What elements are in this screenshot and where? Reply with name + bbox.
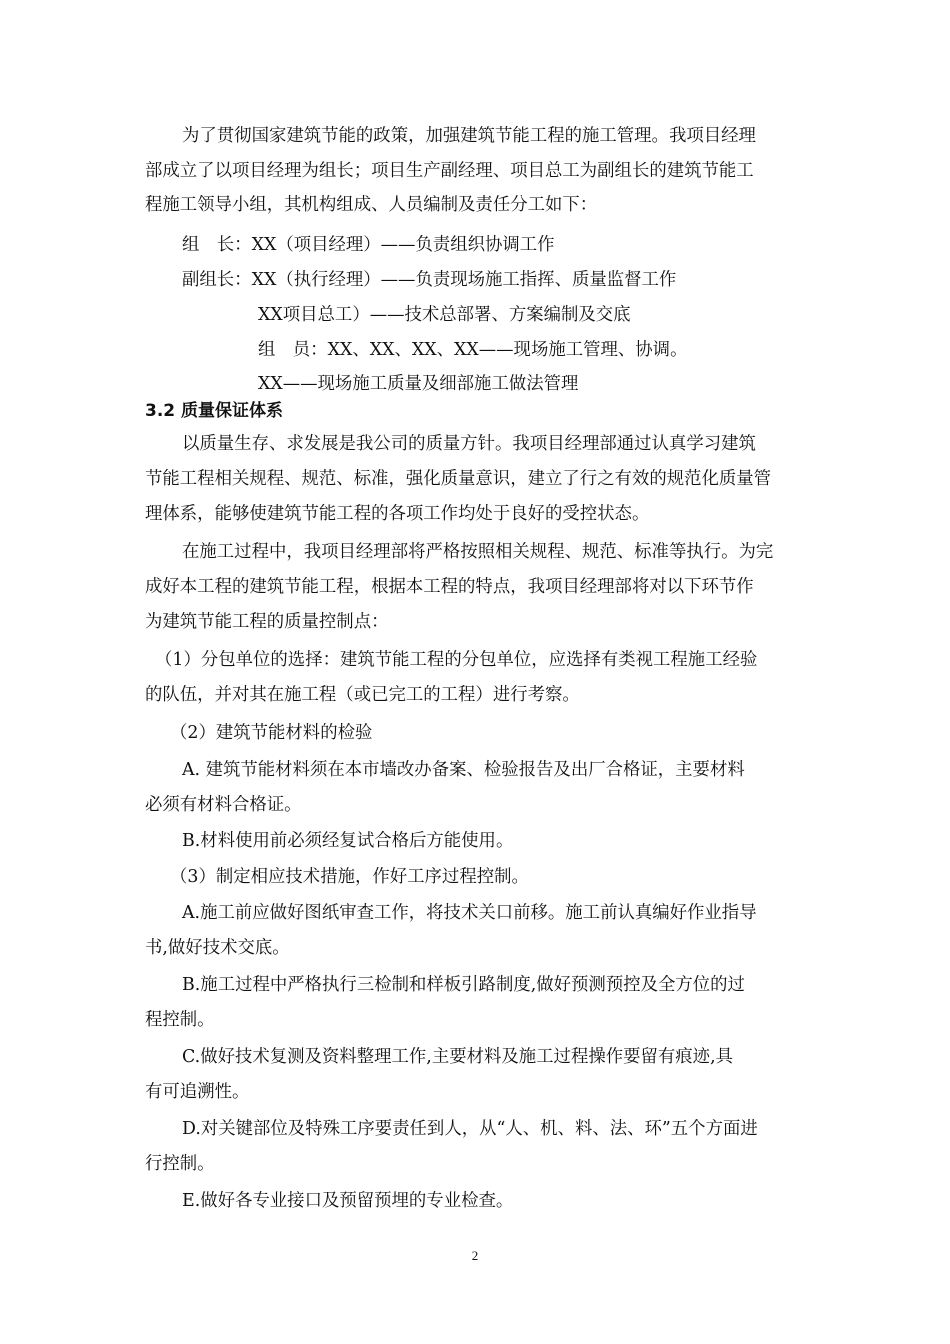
paragraph-line: A. 建筑节能材料须在本市墙改办备案、检验报告及出厂合格证，主要材料 bbox=[182, 760, 745, 780]
paragraph-line: 程控制。 bbox=[145, 1010, 215, 1030]
paragraph-line: 以质量生存、求发展是我公司的质量方针。我项目经理部通过认真学习建筑 bbox=[182, 434, 756, 454]
paragraph-line: 组 长：XX（项目经理）——负责组织协调工作 bbox=[182, 235, 555, 255]
page-number: 2 bbox=[471, 1248, 479, 1263]
paragraph-line: 节能工程相关规程、规范、标准，强化质量意识，建立了行之有效的规范化质量管 bbox=[145, 469, 772, 489]
paragraph-line: （3）制定相应技术措施，作好工序过程控制。 bbox=[170, 867, 529, 887]
paragraph-line: B.材料使用前必须经复试合格后方能使用。 bbox=[182, 831, 514, 851]
paragraph-line: 组 员：XX、XX、XX、XX——现场施工管理、协调。 bbox=[258, 340, 688, 360]
paragraph-line: 部成立了以项目经理为组长；项目生产副经理、项目总工为副组长的建筑节能工 bbox=[145, 161, 754, 181]
paragraph-line: B.施工过程中严格执行三检制和样板引路制度,做好预测预控及全方位的过 bbox=[182, 975, 745, 995]
section-heading: 3.2 质量保证体系 bbox=[145, 401, 284, 421]
paragraph-line: 副组长：XX（执行经理）——负责现场施工指挥、质量监督工作 bbox=[182, 270, 677, 290]
paragraph-line: E.做好各专业接口及预留预埋的专业检查。 bbox=[182, 1191, 514, 1211]
paragraph-line: XX项目总工）——技术总部署、方案编制及交底 bbox=[258, 305, 631, 325]
paragraph-line: C.做好技术复测及资料整理工作,主要材料及施工过程操作要留有痕迹,具 bbox=[182, 1047, 733, 1067]
paragraph-line: 有可追溯性。 bbox=[145, 1082, 250, 1102]
paragraph-line: A.施工前应做好图纸审查工作，将技术关口前移。施工前认真编好作业指导 bbox=[182, 903, 757, 923]
paragraph-line: 程施工领导小组，其机构组成、人员编制及责任分工如下： bbox=[145, 195, 598, 215]
paragraph-line: 书,做好技术交底。 bbox=[145, 938, 290, 958]
paragraph-line: 成好本工程的建筑节能工程，根据本工程的特点，我项目经理部将对以下环节作 bbox=[145, 577, 754, 597]
paragraph-line: 为建筑节能工程的质量控制点： bbox=[145, 612, 389, 632]
paragraph-line: （1）分包单位的选择：建筑节能工程的分包单位，应选择有类视工程施工经验 bbox=[155, 650, 758, 670]
paragraph-line: 在施工过程中，我项目经理部将严格按照相关规程、规范、标准等执行。为完 bbox=[182, 542, 774, 562]
paragraph-line: XX——现场施工质量及细部施工做法管理 bbox=[258, 374, 579, 394]
paragraph-line: D.对关键部位及特殊工序要责任到人，从“人、机、料、法、环”五个方面进 bbox=[182, 1119, 758, 1139]
paragraph-line: （2）建筑节能材料的检验 bbox=[170, 723, 373, 743]
paragraph-line: 行控制。 bbox=[145, 1154, 215, 1174]
paragraph-line: 必须有材料合格证。 bbox=[145, 795, 302, 815]
paragraph-line: 为了贯彻国家建筑节能的政策，加强建筑节能工程的施工管理。我项目经理 bbox=[182, 126, 756, 146]
paragraph-line: 的队伍，并对其在施工程（或已完工的工程）进行考察。 bbox=[145, 685, 580, 705]
paragraph-line: 理体系，能够使建筑节能工程的各项工作均处于良好的受控状态。 bbox=[145, 504, 650, 524]
